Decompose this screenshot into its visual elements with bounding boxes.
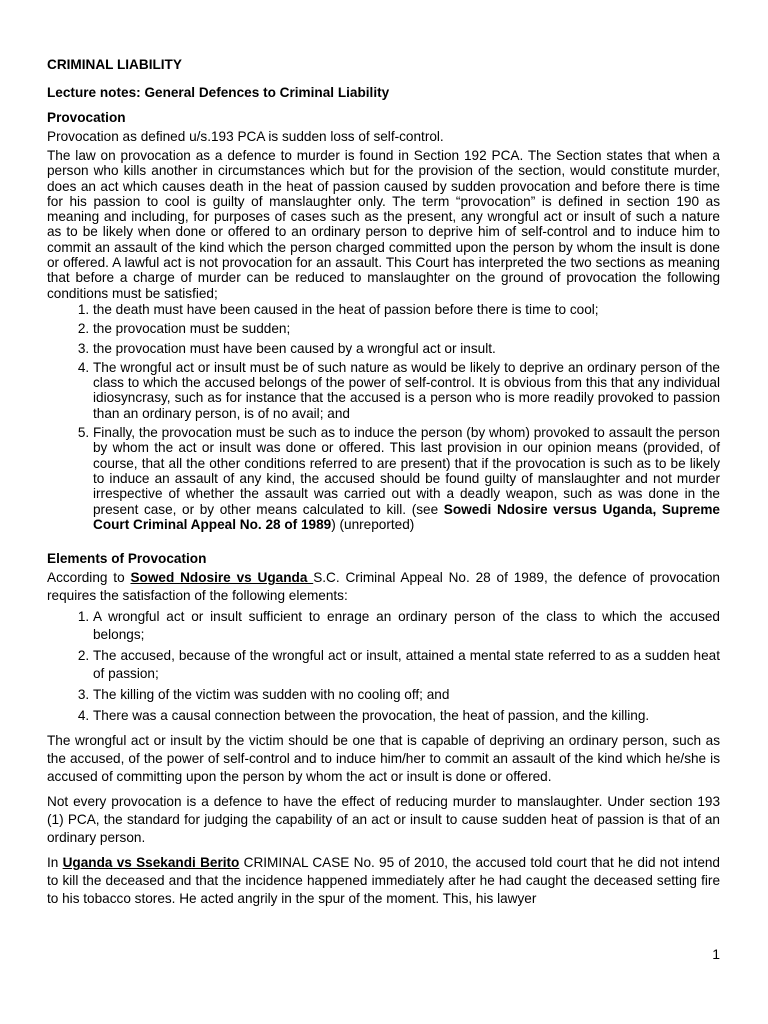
list-item: 2. the provocation must be sudden; [93, 321, 720, 336]
intro-prefix: According to [47, 570, 131, 586]
elements-paragraph-3 [47, 854, 720, 908]
elements-paragraph-2: Not every provocation is a defence to have the effect of reducing murder to manslaughter. Under section 193 (1) PCA, the standard for judging the capability of an act or insult to cause sudden heat of passion is that of an ordinary person. [47, 794, 720, 846]
list-item: 1. the death must have been caused in the heat of passion before there is time to cool; [93, 302, 720, 317]
provocation-conditions-list [47, 302, 720, 532]
document-subtitle: Lecture notes: General Defences to Criminal Liability [47, 85, 390, 100]
condition5-text: Finally, the provocation must be such as to induce the person (by whom) provoked to assault the person by whom the act or insult was done or offered. This last provision in our opinion means (provided, of course, that all the other conditions referred to are present) that if the provocation is such as to be likely to induce an assault of any kind, the accused should be found guilty of manslaughter and not murder irrespective of whether the assault was carried out with a deadly weapon, such as was done in the present case, or by other means calculated to kill. (see [93, 425, 720, 517]
list-item: 4. The wrongful act or insult must be of such nature as would be likely to deprive an ordinary person of the class to which the accused belongs of the power of self-control. It is obvious from this that any individual idiosyncrasy, such as for instance that the accused is a person who is more readily provoked to passion than an ordinary person, is of no avail; and [93, 360, 720, 421]
provocation-heading: Provocation [47, 110, 126, 125]
intro-suffix: S.C. Criminal Appeal No. 28 of 1989, the defence of provocation requires the satisfaction of the following elements: [47, 570, 720, 604]
case-citation: Sowedi Ndosire versus Uganda, Supreme Court Criminal Appeal No. 28 of 1989 [93, 501, 720, 532]
provocation-definition: Provocation as defined u/s.193 PCA is sudden loss of self-control. [47, 129, 444, 144]
condition5-tail: ) (unreported) [331, 516, 415, 532]
page-number: 1 [712, 946, 720, 962]
provocation-law-paragraph: The law on provocation as a defence to murder is found in Section 192 PCA. The Section states that when a person who kills another in circumstances which but for the provision of the section, would constitute murder, does an act which causes death in the heat of passion caused by sudden provocation and before there is time for his passion to cool is guilty of manslaughter only. The term “provocation” is defined in section 190 as meaning and including, for purposes of cases such as the present, any wrongful act or insult of such a nature as to be likely when done or offered to an ordinary person to deprive him of self-control and to induce him to commit an assault of the kind which the person charged committed upon the person by whom the insult is done or offered. A lawful act is not provocation for an assault. This Court has interpreted the two sections as meaning that before a charge of murder can be reduced to manslaughter on the ground of provocation the following conditions must be satisfied; [47, 148, 720, 301]
document-title: CRIMINAL LIABILITY [47, 57, 182, 72]
list-item: 3. The killing of the victim was sudden with no cooling off; and [93, 686, 720, 704]
list-item: 1. A wrongful act or insult sufficient to enrage an ordinary person of the class to which the accused belongs; [93, 608, 720, 644]
elements-paragraph-1: The wrongful act or insult by the victim should be one that is capable of depriving an ordinary person, such as the accused, of the power of self-control and to induce him/her to commit an assault of the kind which he/she is accused of committing upon the person by whom the act or insult is done or offered. [47, 733, 720, 785]
elements-list [47, 608, 720, 725]
elements-heading: Elements of Provocation [47, 551, 207, 567]
para3-prefix: In [47, 855, 63, 871]
list-item: 3. the provocation must have been caused by a wrongful act or insult. [93, 341, 720, 356]
document-body [47, 56, 720, 908]
case-reference-link[interactable]: Sowed Ndosire vs Uganda [130, 570, 314, 586]
case-reference-link[interactable]: Uganda vs Ssekandi Berito [62, 855, 240, 871]
list-item: 4. There was a causal connection between the provocation, the heat of passion, and the killing. [93, 707, 720, 725]
elements-intro [47, 569, 720, 605]
para3-suffix: CRIMINAL CASE No. 95 of 2010, the accused told court that he did not intend to kill the deceased and that the incidence happened immediately after he had caught the deceased setting fire to his tobacco stores. He acted angrily in the spur of the moment. This, his lawyer [47, 855, 720, 907]
list-item: 2. The accused, because of the wrongful act or insult, attained a mental state referred to as a sudden heat of passion; [93, 647, 720, 683]
list-item [93, 425, 720, 532]
